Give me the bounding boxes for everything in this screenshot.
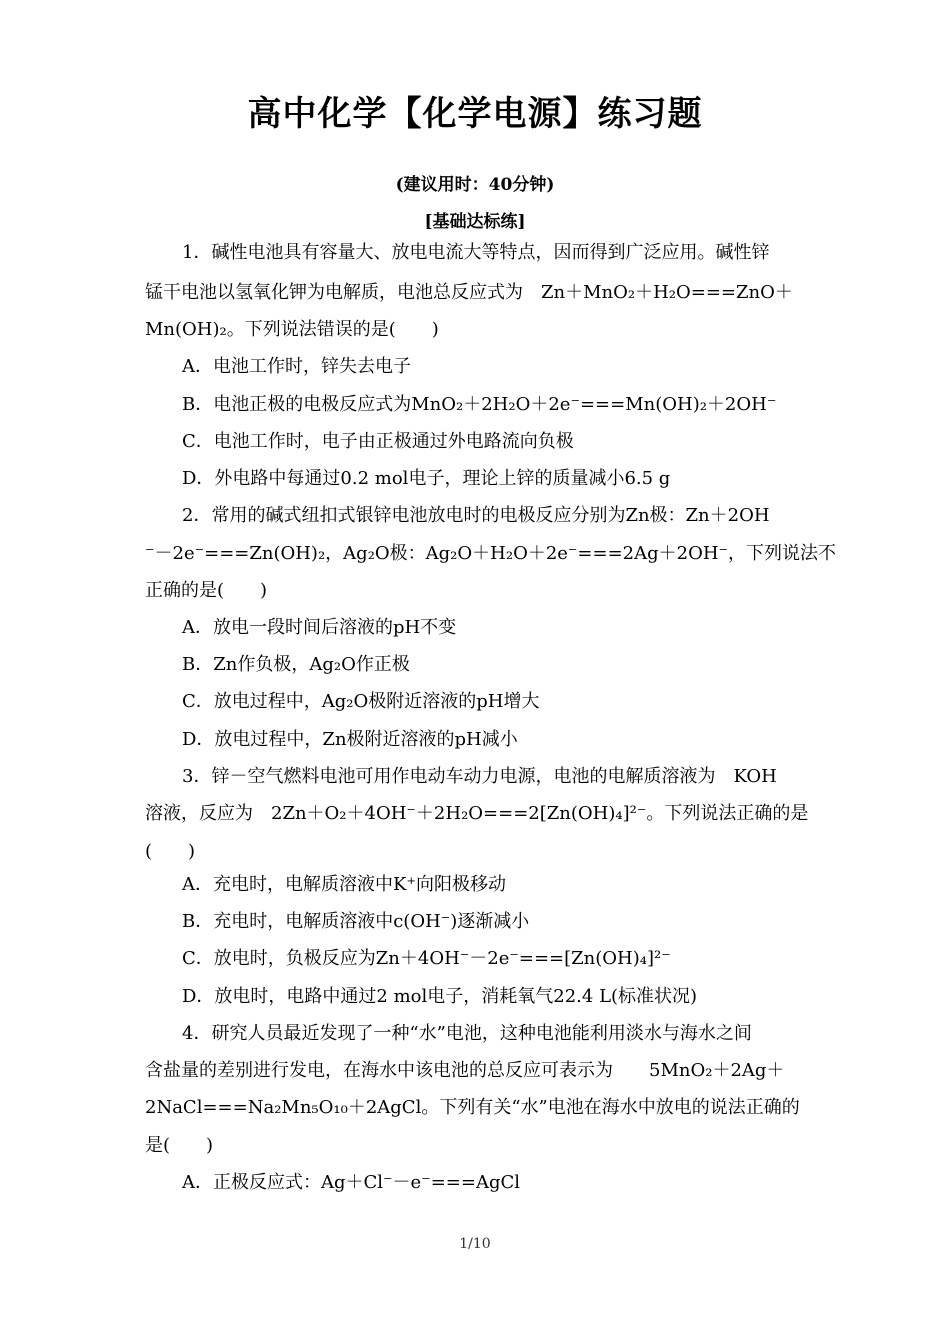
q4-option-a: A．正极反应式：Ag＋Cl⁻－e⁻===AgCl <box>182 1172 520 1193</box>
q4-line-1: 4．研究人员最近发现了一种“水”电池，这种电池能利用淡水与海水之间 <box>182 1023 752 1044</box>
q3-option-b: B．充电时，电解质溶液中c(OH⁻)逐渐减小 <box>182 911 530 932</box>
q3-line-2: 溶液，反应为 2Zn＋O₂＋4OH⁻＋2H₂O===2[Zn(OH)₄]²⁻。下列说法正确的是 <box>145 803 809 824</box>
q1-option-c: C．电池工作时，电子由正极通过外电路流向负极 <box>182 431 574 452</box>
q3-line-1: 3．锌－空气燃料电池可用作电动车动力电源，电池的电解质溶液为 KOH <box>182 766 777 787</box>
q1-line-1: 1．碱性电池具有容量大、放电电流大等特点，因而得到广泛应用。碱性锌 <box>182 242 770 263</box>
page-number: 1/10 <box>459 1236 491 1252</box>
q2-line-2: ⁻－2e⁻===Zn(OH)₂，Ag₂O极：Ag₂O＋H₂O＋2e⁻===2Ag＋2OH⁻，下列说法不 <box>145 543 837 564</box>
q4-line-2: 含盐量的差别进行发电，在海水中该电池的总反应可表示为 5MnO₂＋2Ag＋ <box>145 1060 785 1081</box>
q4-line-4: 是( ) <box>145 1135 214 1156</box>
q1-option-b: B．电池正极的电极反应式为MnO₂＋2H₂O＋2e⁻===Mn(OH)₂＋2OH⁻ <box>182 394 777 415</box>
q3-line-3: ( ) <box>145 841 196 862</box>
q2-option-a: A．放电一段时间后溶液的pH不变 <box>182 617 457 638</box>
q2-option-d: D．放电过程中，Zn极附近溶液的pH减小 <box>182 729 518 750</box>
q4-line-3: 2NaCl===Na₂Mn₅O₁₀＋2AgCl。下列有关“水”电池在海水中放电的说法正确的 <box>145 1097 800 1118</box>
q2-option-b: B．Zn作负极，Ag₂O作正极 <box>182 654 410 675</box>
q3-option-d: D．放电时，电路中通过2 mol电子，消耗氧气22.4 L(标准状况) <box>182 986 698 1007</box>
q1-line-3: Mn(OH)₂。下列说法错误的是( ) <box>145 319 439 340</box>
time-note: (建议用时：40分钟) <box>395 175 555 195</box>
q1-option-a: A．电池工作时，锌失去电子 <box>182 356 411 377</box>
q2-line-3: 正确的是( ) <box>145 580 268 601</box>
q1-line-2: 锰干电池以氢氧化钾为电解质，电池总反应式为 Zn＋MnO₂＋H₂O===ZnO＋ <box>145 282 793 303</box>
q1-option-d: D．外电路中每通过0.2 mol电子，理论上锌的质量减小6.5 g <box>182 468 671 489</box>
section-heading: [基础达标练] <box>424 212 526 232</box>
q2-line-1: 2．常用的碱式纽扣式银锌电池放电时的电极反应分别为Zn极：Zn＋2OH <box>182 505 770 526</box>
q3-option-c: C．放电时，负极反应为Zn＋4OH⁻－2e⁻===[Zn(OH)₄]²⁻ <box>182 948 671 969</box>
q2-option-c: C．放电过程中，Ag₂O极附近溶液的pH增大 <box>182 691 540 712</box>
q3-option-a: A．充电时，电解质溶液中K⁺向阳极移动 <box>182 874 506 895</box>
page-title: 高中化学【化学电源】练习题 <box>247 94 703 134</box>
